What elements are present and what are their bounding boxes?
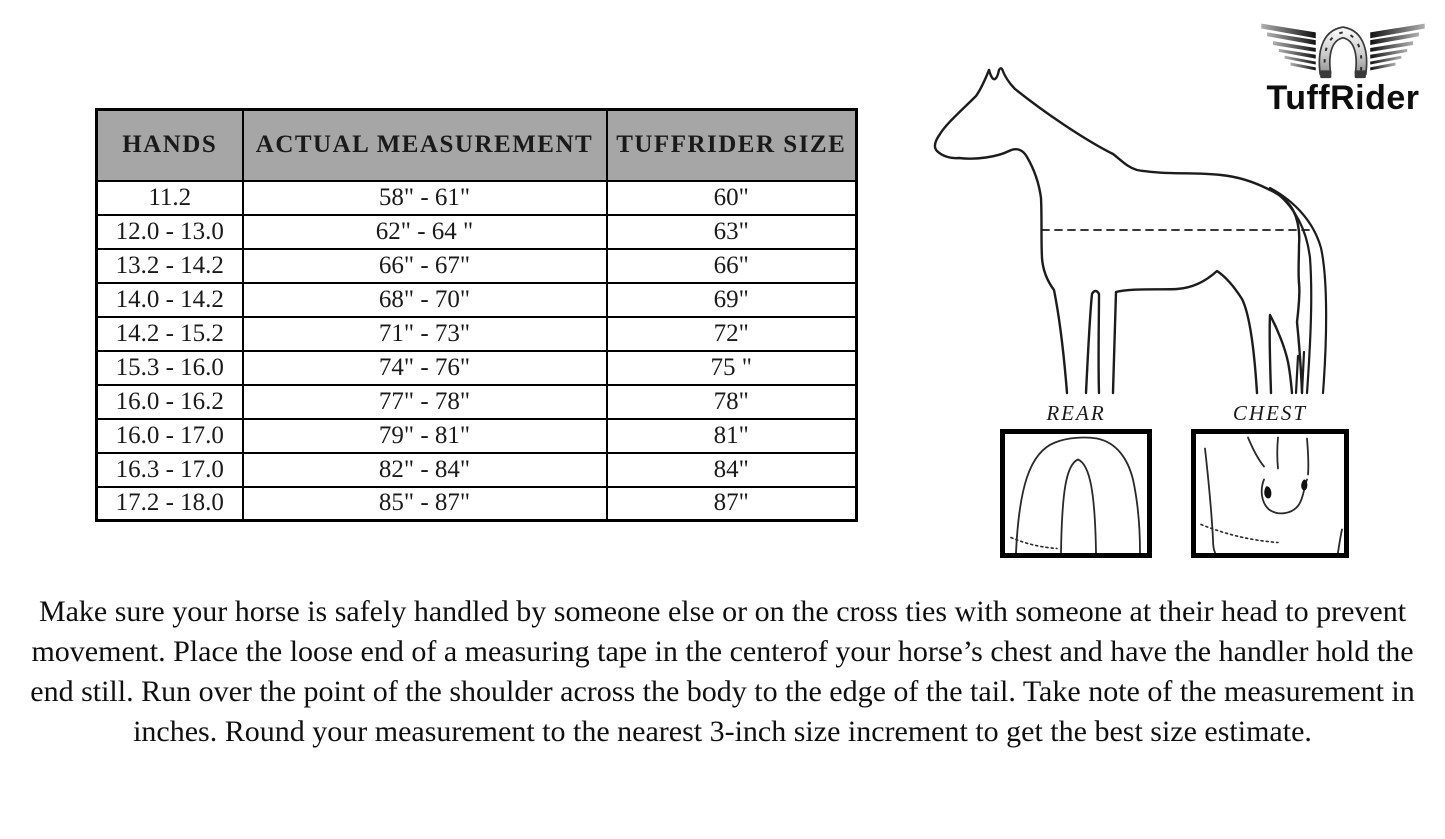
chest-view-label: CHEST — [1232, 401, 1308, 425]
horse-chest-view-drawing — [1196, 434, 1344, 553]
brand-name: TuffRider — [1266, 79, 1420, 117]
table-cell: 15.3 - 16.0 — [97, 351, 243, 385]
brand-logo — [1250, 10, 1436, 116]
rear-view-label: REAR — [1046, 401, 1106, 425]
winged-horseshoe-icon — [1251, 10, 1435, 82]
table-cell: 13.2 - 14.2 — [97, 249, 243, 283]
header-tuffrider-size: TUFFRIDER SIZE — [607, 110, 857, 181]
right-wing — [1370, 24, 1424, 71]
table-cell: 60" — [607, 181, 857, 215]
table-cell: 69" — [607, 283, 857, 317]
table-row — [97, 419, 857, 453]
table-row — [97, 283, 857, 317]
table-cell: 16.3 - 17.0 — [97, 453, 243, 487]
table-cell: 16.0 - 16.2 — [97, 385, 243, 419]
size-table — [95, 108, 858, 522]
size-table-body — [97, 181, 857, 521]
table-cell: 68" - 70" — [243, 283, 607, 317]
table-cell: 63" — [607, 215, 857, 249]
table-cell: 66" — [607, 249, 857, 283]
size-table-header — [97, 110, 857, 181]
horse-rear-view-drawing — [1005, 434, 1147, 553]
header-actual-measurement: ACTUAL MEASUREMENT — [243, 110, 607, 181]
table-row — [97, 317, 857, 351]
horse-body-outline — [935, 70, 1302, 393]
table-cell: 71" - 73" — [243, 317, 607, 351]
table-cell: 11.2 — [97, 181, 243, 215]
table-cell: 58" - 61" — [243, 181, 607, 215]
table-row — [97, 249, 857, 283]
table-cell: 81" — [607, 419, 857, 453]
table-row — [97, 215, 857, 249]
measuring-instructions: Make sure your horse is safely handled by someone else or on the cross ties with someone at their head to prevent movement. Place the loose end of a measuring tape in the centerof your horse’s chest and have the handler hold the end still. Run over the point of the shoulder across the body to the edge of the tail. Take note of the measurement in inches. Round your measurement to the nearest 3-inch size increment to get the best size estimate. — [30, 595, 1415, 748]
table-cell: 75 " — [607, 351, 857, 385]
table-cell: 66" - 67" — [243, 249, 607, 283]
table-cell: 17.2 - 18.0 — [97, 487, 243, 521]
table-cell: 84" — [607, 453, 857, 487]
table-cell: 85" - 87" — [243, 487, 607, 521]
horse-tail — [1270, 188, 1326, 393]
table-cell: 12.0 - 13.0 — [97, 215, 243, 249]
table-cell: 62" - 64 " — [243, 215, 607, 249]
table-cell: 78" — [607, 385, 857, 419]
table-cell: 14.2 - 15.2 — [97, 317, 243, 351]
horseshoe — [1320, 32, 1366, 78]
left-wing — [1261, 24, 1315, 71]
table-cell: 87" — [607, 487, 857, 521]
header-hands: HANDS — [97, 110, 243, 181]
table-cell: 79" - 81" — [243, 419, 607, 453]
table-row — [97, 453, 857, 487]
size-table-container — [95, 108, 858, 522]
table-row — [97, 351, 857, 385]
table-cell: 14.0 - 14.2 — [97, 283, 243, 317]
header-row — [97, 110, 857, 181]
table-row — [97, 181, 857, 215]
table-row — [97, 487, 857, 521]
chest-view-box — [1191, 429, 1349, 558]
table-row — [97, 385, 857, 419]
table-cell: 82" - 84" — [243, 453, 607, 487]
table-cell: 77" - 78" — [243, 385, 607, 419]
rear-view-box — [1000, 429, 1152, 558]
table-cell: 74" - 76" — [243, 351, 607, 385]
table-cell: 72" — [607, 317, 857, 351]
table-cell: 16.0 - 17.0 — [97, 419, 243, 453]
